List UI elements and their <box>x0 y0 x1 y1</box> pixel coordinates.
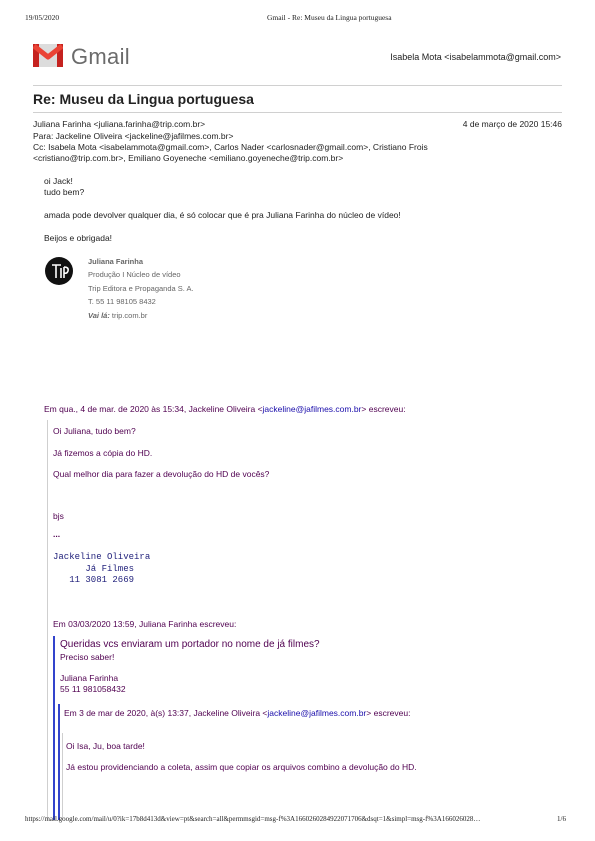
recipients-to: Para: Jackeline Oliveira <jackeline@jafilmes.com.br> <box>33 131 234 141</box>
sender: Juliana Farinha <juliana.farinha@trip.com.br> <box>33 119 206 129</box>
trip-logo-icon <box>44 256 74 286</box>
recipients-cc: Cc: Isabela Mota <isabelammota@gmail.com>, Carlos Nader <carlosnader@gmail.com>, Cristiano Frois <box>33 142 428 152</box>
divider <box>33 112 562 113</box>
quote-line: Já estou providenciando a coleta, assim que copiar os arquivos combino a devolução do HD. <box>66 762 417 772</box>
print-url: https://mail.google.com/mail/u/0?ik=17b8d413d&view=pt&search=all&permmsgid=msg-f%3A1660260284922071706&dsqt=1&simpl=msg-f%3A166026028… <box>25 815 481 823</box>
quote-line: Oi Isa, Ju, boa tarde! <box>66 741 145 751</box>
quote-sig-name: Jackeline Oliveira <box>53 552 151 562</box>
quote-sig-company: Já Filmes <box>53 564 135 574</box>
signature-site-label: Vai lá: <box>88 311 110 320</box>
signature-phone: T. 55 11 98105 8432 <box>88 297 156 306</box>
email-link[interactable]: jackeline@jafilmes.com.br <box>262 404 362 414</box>
quote-line: 55 11 981058432 <box>60 684 126 694</box>
quote-bar <box>47 420 48 820</box>
quote-attribution: Em 3 de mar de 2020, à(s) 13:37, Jackeline Oliveira <jackeline@jafilmes.com.br> escreveu: <box>64 708 411 718</box>
quote-line: Preciso saber! <box>60 652 115 662</box>
page-number: 1/6 <box>557 815 566 823</box>
message-date: 4 de março de 2020 15:46 <box>462 119 562 129</box>
body-closing: Beijos e obrigada! <box>44 233 113 243</box>
signature-site <box>88 311 147 320</box>
body-greeting: oi Jack! <box>44 176 73 186</box>
quote-bar <box>58 704 60 820</box>
quote-line: Qual melhor dia para fazer a devolução do HD de vocês? <box>53 469 270 479</box>
quote-ellipsis: ... <box>53 529 61 539</box>
body-line: amada pode devolver qualquer dia, é só colocar que é pra Juliana Farinha do núcleo de vídeo! <box>44 210 401 220</box>
print-title: Gmail - Re: Museu da Lingua portuguesa <box>267 13 392 22</box>
signature-name: Juliana Farinha <box>88 257 144 266</box>
quote-bar <box>53 636 55 820</box>
quote-line: Juliana Farinha <box>60 673 119 683</box>
signature-company: Trip Editora e Propaganda S. A. <box>88 284 194 293</box>
divider <box>33 85 562 86</box>
quote-sig-phone: 11 3081 2669 <box>53 575 135 585</box>
quote-attribution: Em qua., 4 de mar. de 2020 às 15:34, Jackeline Oliveira <jackeline@jafilmes.com.br> escreveu: <box>44 404 406 414</box>
signature-role: Produção I Núcleo de vídeo <box>88 270 181 279</box>
email-subject: Re: Museu da Lingua portuguesa <box>33 91 254 107</box>
recipients-cc-cont: <cristiano@trip.com.br>, Emiliano Goyeneche <emiliano.goyeneche@trip.com.br> <box>33 153 344 163</box>
quote-attribution: Em 03/03/2020 13:59, Juliana Farinha escreveu: <box>53 619 237 629</box>
signature-site-link[interactable]: trip.com.br <box>111 311 148 320</box>
quote-line: Oi Juliana, tudo bem? <box>53 426 136 436</box>
quote-bar <box>62 733 63 820</box>
gmail-logo-icon <box>33 44 63 67</box>
email-link[interactable]: jackeline@jafilmes.com.br <box>267 708 367 718</box>
print-date: 19/05/2020 <box>25 13 60 22</box>
gmail-wordmark: Gmail <box>71 44 130 69</box>
quote-line: Queridas vcs enviaram um portador no nome de já filmes? <box>60 639 320 650</box>
quote-line: Já fizemos a cópia do HD. <box>53 448 153 458</box>
account-label: Isabela Mota <isabelammota@gmail.com> <box>390 52 561 62</box>
body-line: tudo bem? <box>44 187 85 197</box>
quote-line: bjs <box>53 511 64 521</box>
